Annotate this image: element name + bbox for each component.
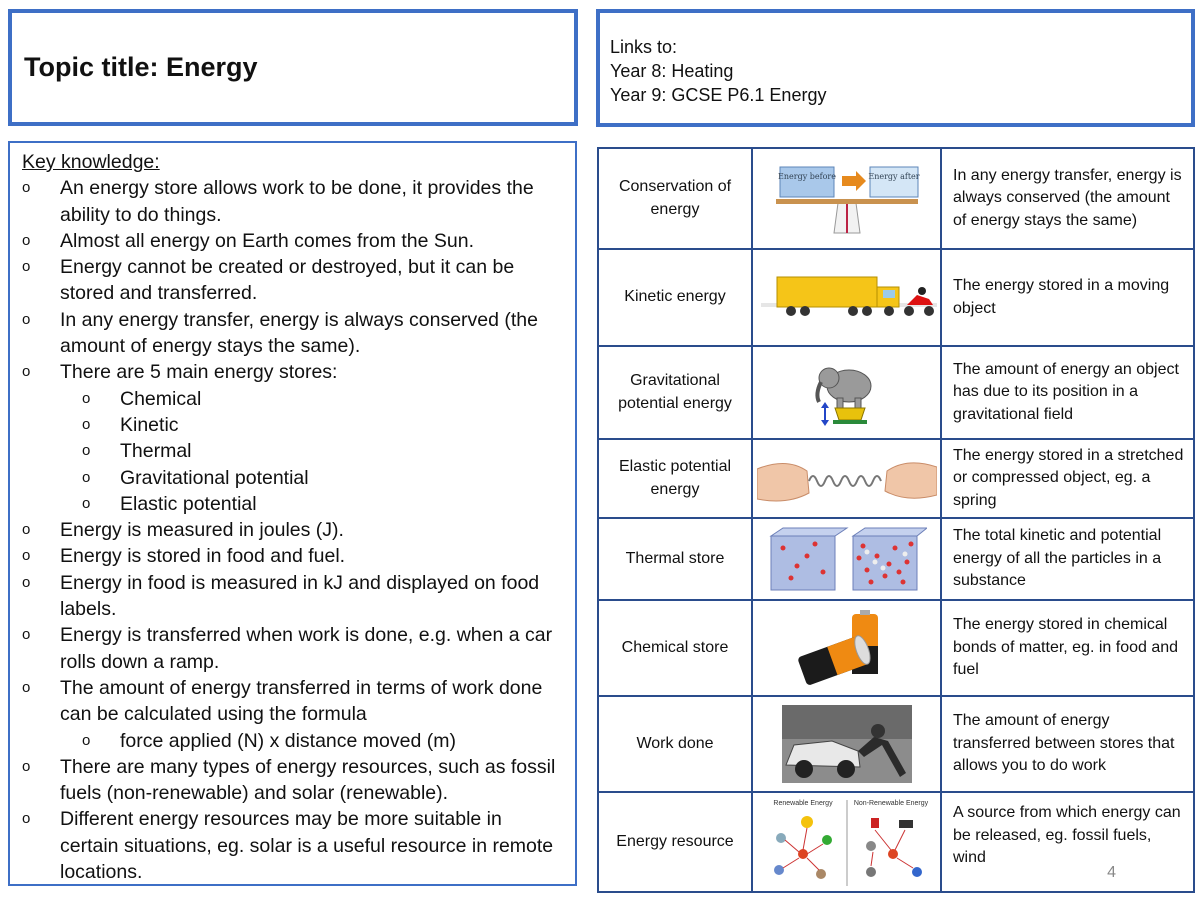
energy-resources-diagram [752, 792, 941, 892]
definition-cell: The energy stored in a stretched or compressed object, eg. a spring [941, 439, 1194, 518]
sub-list-item: o Thermal [22, 438, 565, 464]
bullet-icon: o [82, 442, 91, 460]
sub-list-item: o force applied (N) x distance moved (m) [22, 728, 565, 754]
link-year9: Year 9: GCSE P6.1 Energy [610, 85, 827, 105]
seesaw-icon [772, 159, 922, 239]
bullet-icon: o [22, 626, 31, 644]
key-knowledge-heading: Key knowledge: [22, 151, 160, 173]
energy-before-label: Energy before [777, 171, 836, 181]
bullet-icon: o [82, 468, 91, 486]
list-item: o There are 5 main energy stores: [22, 359, 565, 385]
definition-cell: The total kinetic and potential energy of all the particles in a substance [941, 518, 1194, 600]
bullet-icon: o [22, 231, 31, 249]
list-item: o Energy is stored in food and fuel. [22, 543, 565, 569]
key-knowledge-list [22, 175, 565, 885]
links-box [596, 9, 1195, 127]
bullet-icon: o [22, 258, 31, 276]
links-heading: Links to: [610, 37, 678, 57]
elephant-on-stand-illustration [752, 346, 941, 439]
definition-cell: The energy stored in chemical bonds of matter, eg. in food and fuel [941, 600, 1194, 696]
bullet-icon: o [22, 573, 31, 591]
term-cell: Chemical store [598, 600, 752, 696]
bullet-icon: o [22, 547, 31, 565]
bullet-icon: o [82, 389, 91, 407]
bullet-icon: o [82, 731, 91, 749]
list-item: o Energy is measured in joules (J). [22, 517, 565, 543]
link-year8: Year 8: Heating [610, 61, 734, 81]
bullet-icon: o [22, 810, 31, 828]
list-item: o Energy cannot be created or destroyed, but it can be stored and transferred. [22, 256, 515, 305]
spring-icon [757, 449, 937, 509]
term-cell: Work done [598, 696, 752, 792]
definition-cell: The amount of energy an object has due to its position in a gravitational field [941, 346, 1194, 439]
battery-icon [792, 610, 902, 686]
bullet-icon: o [22, 678, 31, 696]
table-row [598, 518, 1194, 600]
term-cell: Kinetic energy [598, 249, 752, 346]
term-cell: Energy resource [598, 792, 752, 892]
list-item: o An energy store allows work to be done, it provides the ability to do things. [22, 177, 534, 226]
sub-list-item: o Kinetic [22, 412, 565, 438]
list-item: o In any energy transfer, energy is always conserved (the amount of energy stays the same). [22, 308, 538, 358]
nonrenewable-label: Non-Renewable Energy [853, 800, 928, 807]
elephant-icon [807, 358, 887, 428]
table-row [598, 439, 1194, 518]
list-item: o There are many types of energy resources, such as fossil fuels (non-renewable) and solar (renewable). [22, 755, 556, 805]
truck-icon [757, 273, 937, 323]
list-item: o Different energy resources may be more suitable in certain situations, eg. solar is a useful resource in remote locations. [22, 808, 554, 884]
vocabulary-table [597, 147, 1195, 893]
definition-text: A source from which energy can be released, eg. fossil fuels, wind [953, 804, 1181, 866]
bullet-icon: o [22, 363, 31, 381]
man-pushing-car-photo [752, 696, 941, 792]
bullet-icon: o [22, 521, 31, 539]
truck-and-motorbike-illustration [752, 249, 941, 346]
sub-list-item: o Elastic potential [22, 491, 565, 517]
list-item: o Energy is transferred when work is done, e.g. when a car rolls down a ramp. [22, 624, 553, 673]
sub-list-item: o Gravitational potential [22, 465, 565, 491]
particle-cubes-illustration [752, 518, 941, 600]
batteries-illustration [752, 600, 941, 696]
bullet-icon: o [22, 179, 31, 197]
bullet-icon: o [22, 757, 31, 775]
table-row [598, 600, 1194, 696]
definition-cell [941, 792, 1194, 892]
stretched-spring-illustration [752, 439, 941, 518]
table-row [598, 346, 1194, 439]
term-cell: Gravitational potential energy [598, 346, 752, 439]
seesaw-energy-illustration [752, 148, 941, 249]
bullet-icon: o [82, 494, 91, 512]
push-car-icon [782, 705, 912, 783]
table-row [598, 249, 1194, 346]
definition-cell: The amount of energy transferred between stores that allows you to do work [941, 696, 1194, 792]
energy-after-label: Energy after [867, 171, 920, 181]
table-row [598, 696, 1194, 792]
sub-list-item: o Chemical [22, 386, 565, 412]
particles-icon [767, 526, 927, 592]
definition-cell: The energy stored in a moving object [941, 249, 1194, 346]
table-row [598, 148, 1194, 249]
term-cell: Thermal store [598, 518, 752, 600]
topic-title-box [8, 9, 578, 126]
list-item: o Almost all energy on Earth comes from the Sun. [22, 228, 565, 254]
term-cell: Elastic potential energy [598, 439, 752, 518]
resources-icon [759, 796, 935, 888]
topic-title: Topic title: Energy [24, 52, 258, 82]
key-knowledge-box [8, 141, 577, 886]
table-row [598, 792, 1194, 892]
bullet-icon: o [82, 415, 91, 433]
list-item: o Energy in food is measured in kJ and displayed on food labels. [22, 571, 540, 621]
page-number: 4 [1107, 864, 1116, 881]
list-item: o The amount of energy transferred in terms of work done can be calculated using the formula [22, 676, 543, 726]
definition-cell: In any energy transfer, energy is always conserved (the amount of energy stays the same) [941, 148, 1194, 249]
bullet-icon: o [22, 310, 31, 328]
renewable-label: Renewable Energy [772, 800, 833, 807]
term-cell: Conservation of energy [598, 148, 752, 249]
